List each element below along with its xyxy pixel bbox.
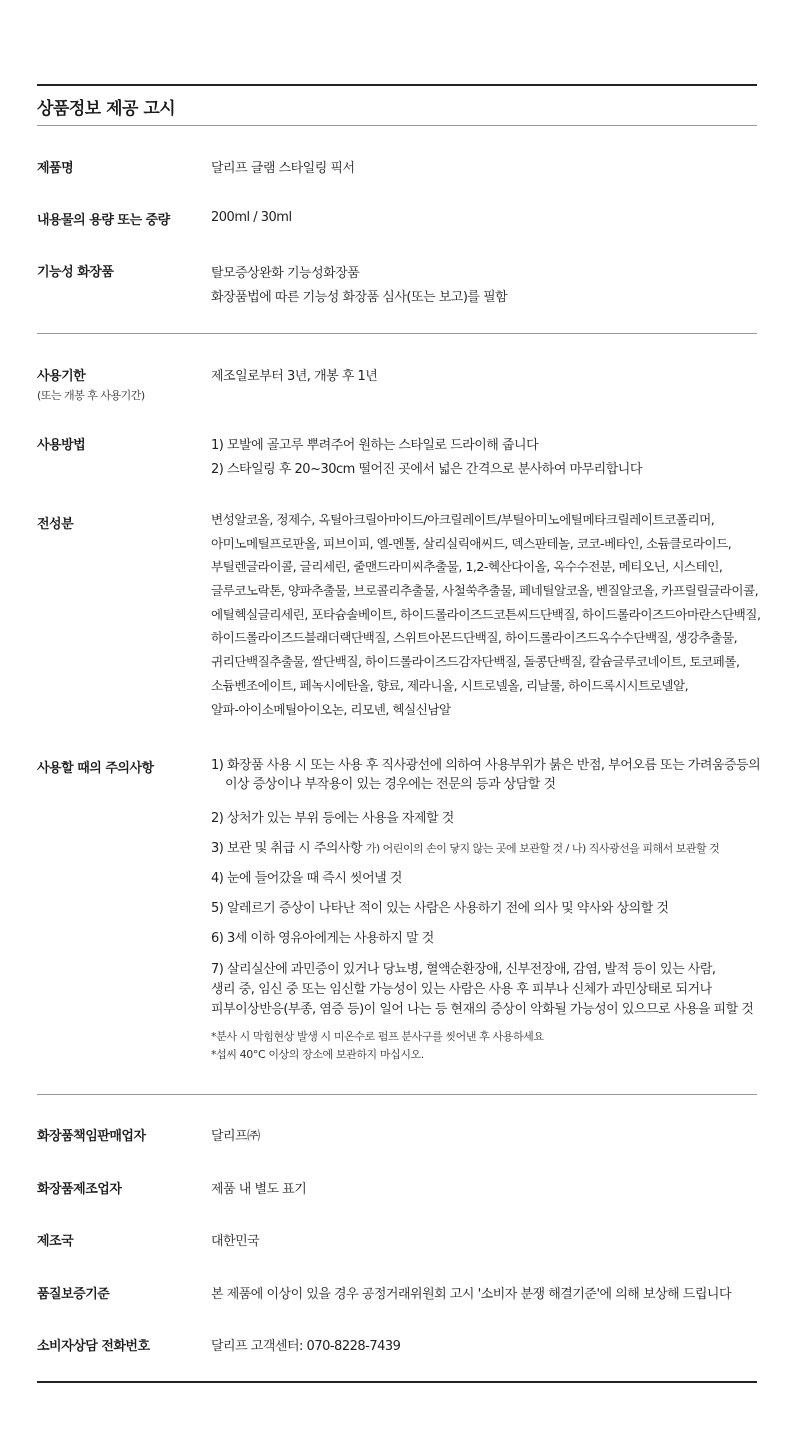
warranty-value: 본 제품에 이상이 있을 경우 공정거래위원회 고시 '소비자 분쟁 해결기준'에 의해 보상해 드립니다 [211,1287,731,1302]
ingredient-line: 귀리단백질추출물, 쌀단백질, 하이드롤라이즈드감자단백질, 돌콩단백질, 칼슘글루코네이트, 토코페롤, [211,654,740,670]
functional-label: 기능성 화장품 [37,265,114,280]
caution-notes [211,1028,544,1064]
ingredient-line: 아미노메틸프로판올, 피브이피, 엘-멘톨, 살리실릭애씨드, 덱스판테놀, 코코-베타인, 소듐클로라이드, [211,535,732,551]
caution-line: 1) 화장품 사용 시 또는 사용 후 직사광선에 의하여 사용부위가 붉은 반점, 부어오름 또는 가려움증등의 [211,758,761,773]
ingredient-line: 에틸헥실글리세린, 포타슘솔베이트, 하이드롤라이즈드코튼씨드단백질, 하이드롤라이즈드아마란스단백질, [211,606,761,622]
volume-label: 내용물의 용량 또는 중량 [37,213,170,228]
caution-item-3 [211,839,719,858]
volume-value: 200ml / 30ml [211,210,292,225]
caution-line: 피부이상반응(부종, 염증 등)이 일어 나는 등 현재의 증상이 악화될 가능성이 있으므로 사용을 피할 것 [211,1002,754,1017]
ingredients-label: 전성분 [37,517,74,532]
product-name-label: 제품명 [37,161,74,176]
functional-value [211,262,507,310]
bottom-divider [37,1381,757,1383]
seller-label: 화장품책임판매업자 [37,1129,146,1144]
section-divider [37,333,757,334]
caution-note: *섭씨 40°C 이상의 장소에 보관하지 마십시오. [211,1048,424,1061]
expiry-label-text: 사용기한 [37,369,86,384]
ingredients-value [211,508,760,721]
expiry-label [37,365,145,403]
expiry-value: 제조일로부터 3년, 개봉 후 1년 [211,369,378,384]
caution-item-6: 6) 3세 이하 영유아에게는 사용하지 말 것 [211,931,434,946]
usage-line: 2) 스타일링 후 20~30cm 떨어진 곳에서 넓은 간격으로 분사하여 마무리합니다 [211,462,642,477]
caution-item-3-detail: 가) 어린이의 손이 닿지 않는 곳에 보관할 것 / 나) 직사광선을 피해서 보관할 것 [365,842,720,855]
country-label: 제조국 [37,1234,74,1249]
usage-label: 사용방법 [37,438,86,453]
functional-line: 화장품법에 따른 기능성 화장품 심사(또는 보고)를 필함 [211,290,508,305]
ingredient-line: 부틸렌글라이콜, 글리세린, 줄맨드라미씨추출물, 1,2-헥산다이올, 옥수수전분, 메티오닌, 시스테인, [211,559,723,575]
caution-item-1 [211,756,760,794]
functional-line: 탈모증상완화 기능성화장품 [211,266,360,281]
manufacturer-label: 화장품제조업자 [37,1182,122,1197]
contact-value: 달리프 고객센터: 070-8228-7439 [211,1339,401,1354]
ingredient-line: 알파-아이소메틸아이오논, 리모넨, 헥실신남알 [211,701,451,717]
country-value: 대한민국 [211,1234,260,1249]
cautions-label: 사용할 때의 주의사항 [37,761,154,776]
caution-item-5: 5) 알레르기 증상이 나타난 적이 있는 사람은 사용하기 전에 의사 및 약사와 상의할 것 [211,901,669,916]
manufacturer-value: 제품 내 별도 표기 [211,1182,307,1197]
ingredient-line: 소듐벤조에이트, 페녹시에탄올, 향료, 제라니올, 시트로넬올, 리날룰, 하이드록시시트로넬알, [211,677,689,693]
top-divider [37,84,757,86]
caution-item-4: 4) 눈에 들어갔을 때 즉시 씻어낼 것 [211,871,402,886]
product-name-value: 달리프 글램 스타일링 픽서 [211,161,355,176]
caution-item-7 [211,960,753,1020]
usage-line: 1) 모발에 골고루 뿌려주어 원하는 스타일로 드라이해 줍니다 [211,438,539,453]
caution-line: 생리 중, 임신 중 또는 임신할 가능성이 있는 사람은 사용 후 피부나 신체가 과민상태로 되거나 [211,982,712,997]
expiry-sublabel: (또는 개봉 후 사용기간) [37,389,145,402]
usage-value [211,434,642,482]
seller-value: 달리프㈜ [211,1129,260,1144]
warranty-label: 품질보증기준 [37,1287,110,1302]
contact-label: 소비자상담 전화번호 [37,1339,150,1354]
caution-line: 7) 살리실산에 과민증이 있거나 당뇨병, 혈액순환장애, 신부전장애, 감염, 발적 등이 있는 사람, [211,962,716,977]
caution-item-2: 2) 상처가 있는 부위 등에는 사용을 자제할 것 [211,811,454,826]
title-divider [37,125,757,126]
caution-item-3-main: 3) 보관 및 취급 시 주의사항 [211,841,363,856]
section-divider [37,1094,757,1095]
ingredient-line: 하이드롤라이즈드블래더랙단백질, 스위트아몬드단백질, 하이드롤라이즈드옥수수단백질, 생강추출물, [211,630,738,646]
caution-note: *분사 시 막힘현상 발생 시 미온수로 펌프 분사구를 씻어낸 후 사용하세요 [211,1030,544,1043]
caution-line: 이상 증상이나 부작용이 있는 경우에는 전문의 등과 상담할 것 [225,777,556,792]
ingredient-line: 글루코노락톤, 양파추출물, 브로콜리추출물, 사철쑥추출물, 페네틸알코올, 벤질알코올, 카프릴릴글라이콜, [211,583,759,599]
page-title: 상품정보 제공 고시 [37,99,176,119]
ingredient-line: 변성알코올, 정제수, 옥틸아크릴아마이드/아크릴레이트/부틸아미노에틸메타크릴레이트코폴리머, [211,512,715,527]
